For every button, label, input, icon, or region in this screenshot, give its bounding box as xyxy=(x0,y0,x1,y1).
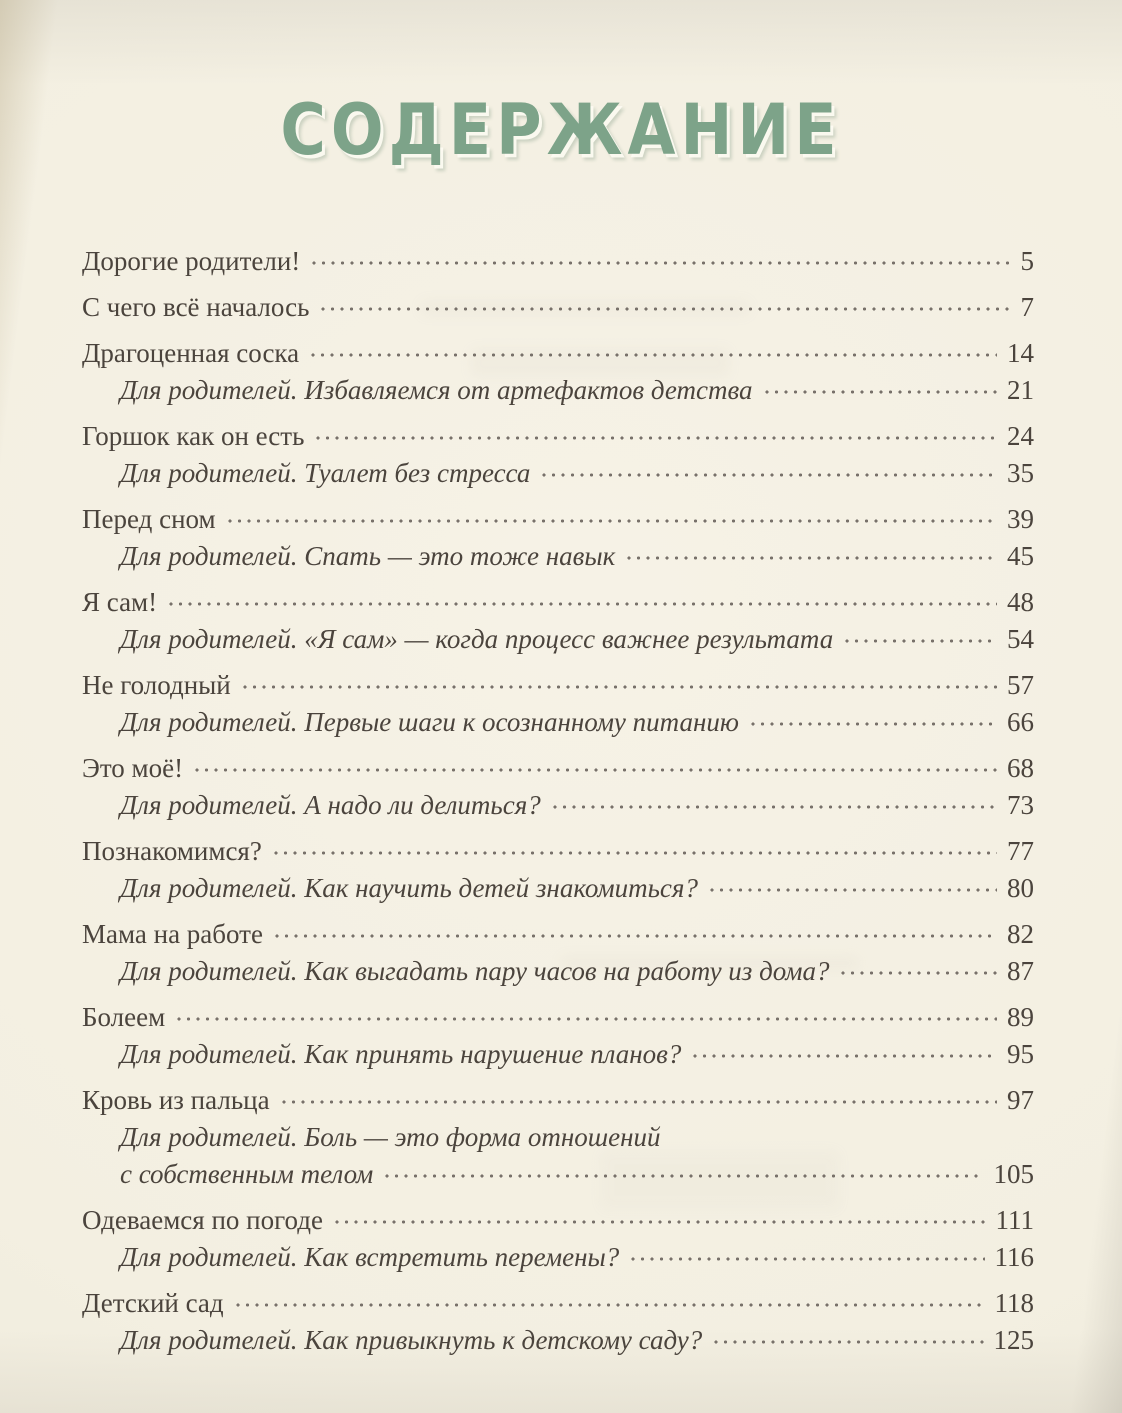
toc-page-number: 66 xyxy=(1007,707,1034,737)
dot-leader xyxy=(765,390,997,394)
toc-entry-label: Одеваемся по погоде xyxy=(82,1205,323,1235)
toc-row xyxy=(82,1322,1034,1359)
toc-entry-label: Для родителей. Как научить детей знакомиться? xyxy=(120,873,698,903)
toc-row xyxy=(82,1202,1034,1239)
toc-row xyxy=(82,1239,1034,1276)
dot-leader xyxy=(316,436,997,440)
toc-entry-label: Для родителей. Туалет без стресса xyxy=(120,458,531,488)
toc-row xyxy=(82,916,1034,953)
toc-entry-label: Для родителей. Первые шаги к осознанному питанию xyxy=(120,707,739,737)
toc-row xyxy=(82,418,1034,455)
toc-row xyxy=(82,1036,1034,1073)
toc-entry-label: Для родителей. Как выгадать пару часов на работу из дома? xyxy=(120,956,830,986)
toc-row xyxy=(82,455,1034,492)
toc-page-number: 7 xyxy=(1020,292,1034,322)
toc-entry-label: Для родителей. Избавляемся от артефактов детства xyxy=(120,375,753,405)
toc-entry-label: Мама на работе xyxy=(82,919,263,949)
dot-leader xyxy=(542,473,997,477)
dot-leader xyxy=(751,722,997,726)
toc-entry-label: Горшок как он есть xyxy=(82,421,305,451)
dot-leader xyxy=(321,307,1010,311)
toc-entry-label: Детский сад xyxy=(82,1288,224,1318)
toc-page-number: 97 xyxy=(1007,1085,1034,1115)
dot-leader xyxy=(631,1257,984,1261)
toc-page-number: 24 xyxy=(1007,421,1034,451)
toc-entry-label: Для родителей. Спать — это тоже навык xyxy=(120,541,616,571)
toc-row xyxy=(82,501,1034,538)
dot-leader xyxy=(282,1100,997,1104)
toc-row xyxy=(82,372,1034,409)
toc-entry-label: Я сам! xyxy=(82,587,158,617)
dot-leader xyxy=(845,639,997,643)
toc-page-number: 77 xyxy=(1007,836,1034,866)
toc-entry-label: с собственным телом xyxy=(120,1159,374,1189)
toc-row xyxy=(82,953,1034,990)
toc-page-number: 95 xyxy=(1007,1039,1034,1069)
toc-page-number: 14 xyxy=(1007,338,1034,368)
toc-page-number: 80 xyxy=(1007,873,1034,903)
toc-row xyxy=(82,833,1034,870)
toc-entry-label: Для родителей. Как привыкнуть к детскому саду? xyxy=(120,1325,703,1355)
toc-row xyxy=(82,999,1034,1036)
toc-row xyxy=(82,1119,1034,1156)
dot-leader xyxy=(710,888,997,892)
dot-leader xyxy=(275,934,997,938)
dot-leader xyxy=(195,768,997,772)
toc-page-number: 82 xyxy=(1007,919,1034,949)
toc-entry-label: Для родителей. Как встретить перемены? xyxy=(120,1242,620,1272)
dot-leader xyxy=(312,261,1010,265)
toc-row xyxy=(82,335,1034,372)
toc-row xyxy=(82,1285,1034,1322)
page-title: СОДЕРЖАНИЕ xyxy=(280,88,842,172)
toc-page-number: 68 xyxy=(1007,753,1034,783)
toc-page-number: 48 xyxy=(1007,587,1034,617)
dot-leader xyxy=(841,971,997,975)
toc-row xyxy=(82,704,1034,741)
toc-entry-label: Познакомимся? xyxy=(82,836,262,866)
dot-leader xyxy=(385,1174,983,1178)
dot-leader xyxy=(236,1303,985,1307)
dot-leader xyxy=(169,602,997,606)
dot-leader xyxy=(714,1340,983,1344)
dot-leader xyxy=(274,851,997,855)
dot-leader xyxy=(627,556,997,560)
toc-row xyxy=(82,584,1034,621)
toc-page-number: 5 xyxy=(1020,246,1034,276)
toc-entry-label: Перед сном xyxy=(82,504,216,534)
toc-list xyxy=(82,243,1034,1359)
toc-row xyxy=(82,1082,1034,1119)
toc-entry-label: Это моё! xyxy=(82,753,184,783)
toc-entry-label: Болеем xyxy=(82,1002,166,1032)
dot-leader xyxy=(243,685,997,689)
toc-page-number: 87 xyxy=(1007,956,1034,986)
toc-entry-label: Для родителей. А надо ли делиться? xyxy=(120,790,541,820)
toc-page-number: 54 xyxy=(1007,624,1034,654)
dot-leader xyxy=(311,353,997,357)
toc-entry-label: Драгоценная соска xyxy=(82,338,300,368)
toc-row xyxy=(82,621,1034,658)
toc-row xyxy=(82,289,1034,326)
toc-row xyxy=(82,870,1034,907)
toc-page-number: 116 xyxy=(994,1242,1034,1272)
toc-page-number: 39 xyxy=(1007,504,1034,534)
toc-page-number: 118 xyxy=(994,1288,1034,1318)
toc-entry-label: С чего всё началось xyxy=(82,292,310,322)
toc-entry-label: Для родителей. «Я сам» — когда процесс важнее результата xyxy=(120,624,834,654)
toc-page-number: 21 xyxy=(1007,375,1034,405)
toc-page-number: 45 xyxy=(1007,541,1034,571)
toc-entry-label: Для родителей. Как принять нарушение планов? xyxy=(120,1039,682,1069)
toc-row xyxy=(82,243,1034,280)
toc-page-number: 35 xyxy=(1007,458,1034,488)
toc-row xyxy=(82,1156,1034,1193)
dot-leader xyxy=(335,1220,986,1224)
toc-row xyxy=(82,750,1034,787)
toc-entry-label: Дорогие родители! xyxy=(82,246,301,276)
dot-leader xyxy=(177,1017,997,1021)
toc-page-number: 125 xyxy=(993,1325,1034,1355)
toc-entry-label: Кровь из пальца xyxy=(82,1085,270,1115)
toc-page-number: 111 xyxy=(995,1205,1034,1235)
dot-leader xyxy=(228,519,997,523)
toc-entry-label: Для родителей. Боль — это форма отношений xyxy=(120,1122,661,1152)
dot-leader xyxy=(693,1054,997,1058)
toc-row xyxy=(82,667,1034,704)
toc-page-number: 73 xyxy=(1007,790,1034,820)
toc-page-number: 89 xyxy=(1007,1002,1034,1032)
toc-row xyxy=(82,787,1034,824)
toc-page-number: 105 xyxy=(993,1159,1034,1189)
dot-leader xyxy=(553,805,997,809)
toc-page-number: 57 xyxy=(1007,670,1034,700)
toc-row xyxy=(82,538,1034,575)
toc-entry-label: Не голодный xyxy=(82,670,231,700)
